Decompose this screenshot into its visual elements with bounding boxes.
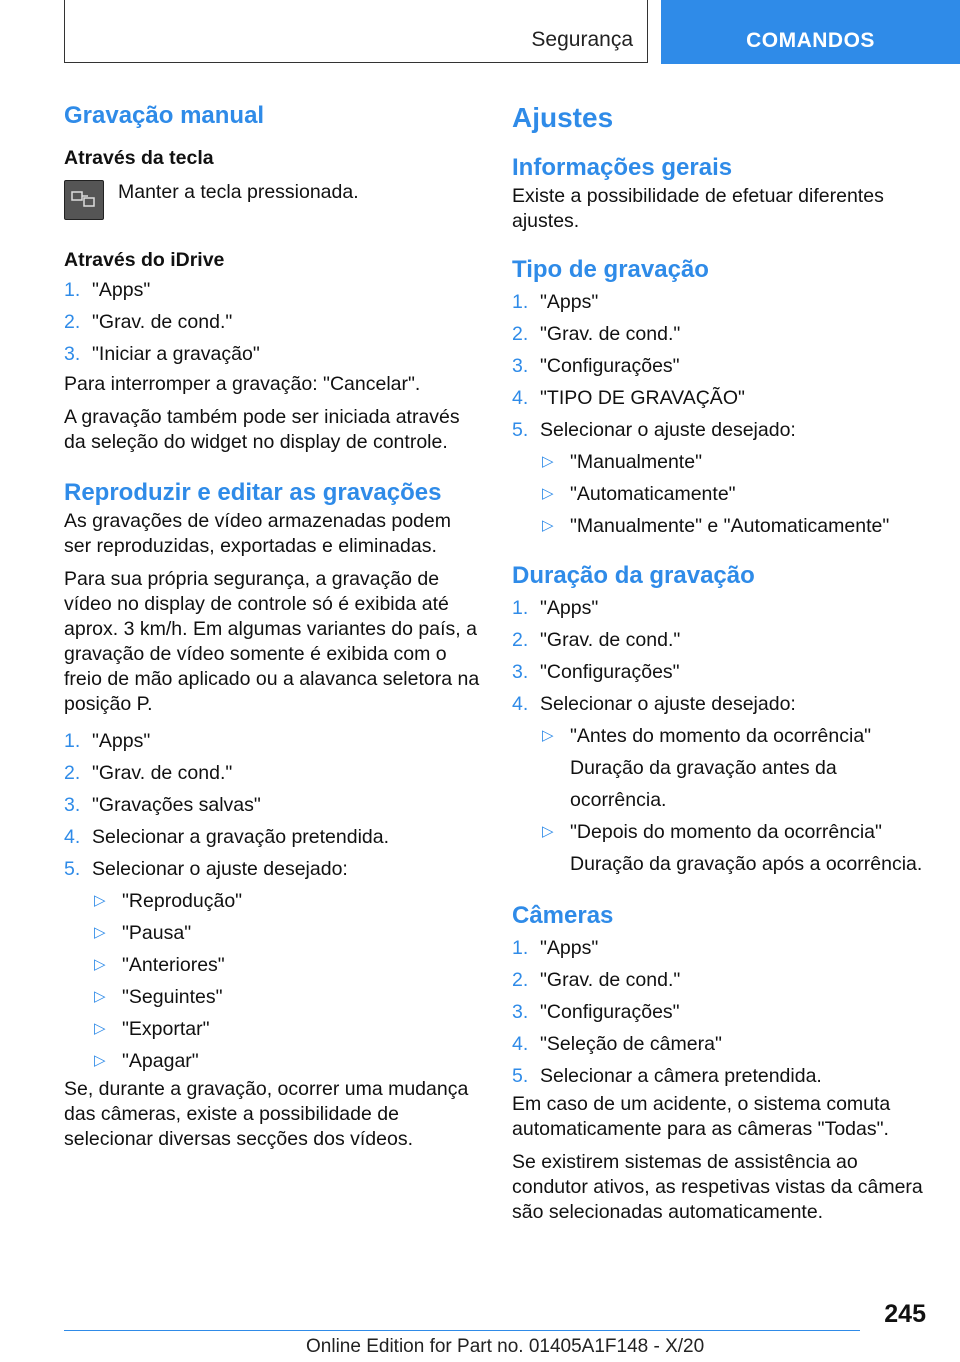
- via-key-text: Manter a tecla pressionada.: [118, 181, 359, 203]
- key-instruction: [64, 180, 482, 220]
- play-paragraph-1: As gravações de vídeo armazenadas podem ser reproduzidas, exportadas e eliminadas.: [64, 510, 451, 557]
- list-item: 5. Selecionar a câmera pretendida.: [512, 1065, 822, 1087]
- list-item: 4. "TIPO DE GRAVAÇÃO": [512, 387, 745, 409]
- list-item: ▷ "Reprodução": [94, 885, 482, 917]
- triangle-bullet-icon: ▷: [542, 823, 554, 840]
- record-key-icon: [64, 180, 104, 220]
- list-item: ▷ "Manualmente": [542, 446, 932, 478]
- general-info-heading: Informações gerais: [512, 154, 733, 181]
- list-item: 1. "Apps": [512, 937, 599, 959]
- page-number: 245: [884, 1300, 926, 1328]
- via-key-heading: Através da tecla: [64, 147, 214, 169]
- list-item: 3. "Gravações salvas": [64, 794, 261, 816]
- list-item: ▷ "Seguintes": [94, 981, 482, 1013]
- recording-duration-heading: Duração da gravação: [512, 562, 755, 589]
- footer-edition: Online Edition for Part no. 01405A1F148 - X/20: [306, 1336, 705, 1357]
- duration-options: [512, 720, 932, 752]
- footer-divider: [64, 1330, 860, 1331]
- list-item: 1. "Apps": [512, 291, 599, 313]
- manual-recording-heading: Gravação manual: [64, 102, 265, 129]
- play-options: [64, 885, 482, 1077]
- list-item: ▷ "Apagar": [94, 1045, 482, 1077]
- camera-paragraph-2: Se existirem sistemas de assistência ao condutor ativos, as respetivas vistas da câmera são selecionadas automaticamente.: [512, 1151, 923, 1223]
- list-item: 3. "Iniciar a gravação": [64, 343, 260, 365]
- widget-text: A gravação também pode ser iniciada através da seleção do widget no display de controle.: [64, 406, 460, 453]
- triangle-bullet-icon: ▷: [542, 453, 554, 470]
- list-item: ▷ "Automaticamente": [542, 478, 932, 510]
- camera-steps: [512, 932, 932, 1092]
- settings-heading: Ajustes: [512, 102, 614, 133]
- triangle-bullet-icon: ▷: [542, 485, 554, 502]
- list-item: ▷ "Anteriores": [94, 949, 482, 981]
- play-steps: [64, 725, 482, 885]
- list-item: 5. Selecionar o ajuste desejado:: [64, 858, 348, 880]
- duration-option-1-desc: Duração da gravação antes da ocorrência.: [570, 757, 837, 811]
- list-item: 3. "Configurações": [512, 661, 680, 683]
- list-item: 3. "Configurações": [512, 355, 680, 377]
- list-item: ▷ "Depois do momento da ocorrência": [542, 816, 932, 848]
- triangle-bullet-icon: ▷: [94, 988, 106, 1005]
- idrive-steps: [64, 274, 482, 370]
- list-item: 2. "Grav. de cond.": [64, 311, 233, 333]
- camera-paragraph-1: Em caso de um acidente, o sistema comuta automaticamente para as câmeras "Todas".: [512, 1093, 891, 1140]
- triangle-bullet-icon: ▷: [94, 924, 106, 941]
- triangle-bullet-icon: ▷: [542, 517, 554, 534]
- list-item: 5. Selecionar o ajuste desejado:: [512, 419, 796, 441]
- general-text: Existe a possibilidade de efetuar diferentes ajustes.: [512, 185, 884, 232]
- list-item: 2. "Grav. de cond.": [64, 762, 233, 784]
- list-item: 2. "Grav. de cond.": [512, 629, 681, 651]
- list-item: 4. Selecionar a gravação pretendida.: [64, 826, 390, 848]
- list-item: ▷ "Pausa": [94, 917, 482, 949]
- duration-steps: [512, 592, 932, 720]
- stop-text: Para interromper a gravação: "Cancelar".: [64, 373, 421, 395]
- list-item: 1. "Apps": [64, 279, 151, 301]
- list-item: 1. "Apps": [64, 730, 151, 752]
- type-options: [512, 446, 932, 542]
- type-steps: [512, 286, 932, 446]
- list-item: 2. "Grav. de cond.": [512, 323, 681, 345]
- play-edit-heading: Reproduzir e editar as gravações: [64, 479, 442, 506]
- header-chapter-tab: COMANDOS: [661, 0, 960, 64]
- list-item: 4. "Seleção de câmera": [512, 1033, 722, 1055]
- cameras-heading: Câmeras: [512, 902, 614, 929]
- left-column: [64, 100, 482, 1152]
- header-section-tab: Segurança: [64, 0, 648, 63]
- list-item: ▷ "Antes do momento da ocorrência": [542, 720, 932, 752]
- triangle-bullet-icon: ▷: [542, 727, 554, 744]
- triangle-bullet-icon: ▷: [94, 892, 106, 909]
- duration-option-2-desc: Duração da gravação após a ocorrência.: [570, 853, 923, 875]
- list-item: ▷ "Manualmente" e "Automaticamente": [542, 510, 932, 542]
- list-item: 2. "Grav. de cond.": [512, 969, 681, 991]
- play-paragraph-2: Para sua própria segurança, a gravação de vídeo no display de controle só é exibida até aprox. 3 km/h. Em algumas variantes do país, a gravação de vídeo somente é exibida com o freio de mão aplicado ou a alavanca seletora na posição P.: [64, 568, 480, 715]
- triangle-bullet-icon: ▷: [94, 1052, 106, 1069]
- list-item: 3. "Configurações": [512, 1001, 680, 1023]
- via-idrive-heading: Através do iDrive: [64, 249, 225, 271]
- triangle-bullet-icon: ▷: [94, 956, 106, 973]
- triangle-bullet-icon: ▷: [94, 1020, 106, 1037]
- list-item: 1. "Apps": [512, 597, 599, 619]
- play-paragraph-3: Se, durante a gravação, ocorrer uma mudança das câmeras, existe a possibilidade de selecionar diversas secções dos vídeos.: [64, 1078, 469, 1150]
- duration-options-2: [512, 816, 932, 848]
- list-item: ▷ "Exportar": [94, 1013, 482, 1045]
- list-item: 4. Selecionar o ajuste desejado:: [512, 693, 796, 715]
- recording-type-heading: Tipo de gravação: [512, 256, 709, 283]
- right-column: [512, 100, 932, 1225]
